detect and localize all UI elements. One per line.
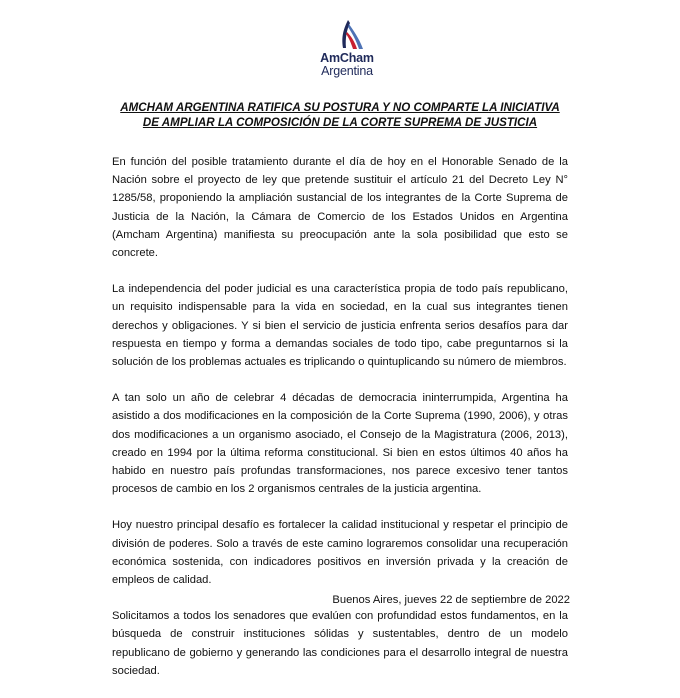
amcham-logo xyxy=(312,18,382,78)
document-title xyxy=(110,100,570,130)
amcham-eagle-logo-icon xyxy=(325,18,369,52)
paragraph: Solicitamos a todos los senadores que evalúen con profundidad estos fundamentos, en la búsqueda de construir instituciones sólidas y sustentables, dentro de un modelo republicano de gobierno y generando las condiciones para el desarrollo integral de nuestra sociedad. xyxy=(112,610,568,677)
paragraph: Hoy nuestro principal desafío es fortalecer la calidad institucional y respetar el principio de división de poderes. Solo a través de este camino lograremos consolidar una recuperación económica sostenida, con indicadores positivos en inversión privada y la creación de empleos de calidad. xyxy=(112,519,568,587)
title-line-1: AMCHAM ARGENTINA RATIFICA SU POSTURA Y NO COMPARTE LA INICIATIVA xyxy=(120,101,560,114)
logo-line-2: Argentina xyxy=(321,64,373,78)
paragraph: A tan solo un año de celebrar 4 décadas de democracia ininterrumpida, Argentina ha asistido a dos modificaciones en la composición de la Corte Suprema (1990, 2006), y otras dos modificaciones a un organismo asociado, el Consejo de la Magistratura (2006, 2013), creado en 1994 por la última reforma constitucional. Si bien en estos últimos 40 años ha habido en nuestro país profundas transformaciones, nos parece excesivo tener tantos procesos de cambio en los 2 organismos centrales de la justicia argentina. xyxy=(112,392,568,496)
paragraph: La independencia del poder judicial es una característica propia de todo país republicano, un requisito indispensable para la vida en sociedad, en la cual sus integrantes tienen derechos y obligaciones. Y si bien el servicio de justicia enfrenta serios desafíos para dar respuesta en tiempo y forma a demandas sociales de todo tipo, cabe preguntarnos si la solución de los problemas actuales es triplicando o quintuplicando su número de miembros. xyxy=(112,283,568,369)
title-line-2: DE AMPLIAR LA COMPOSICIÓN DE LA CORTE SUPREMA DE JUSTICIA xyxy=(142,116,538,129)
logo-line-1: AmCham xyxy=(320,51,374,65)
paragraph: En función del posible tratamiento durante el día de hoy en el Honorable Senado de la Nación sobre el proyecto de ley que pretende sustituir el artículo 21 del Decreto Ley N° 1285/58, proponiendo la ampliación sustancial de los integrantes de la Corte Suprema de Justicia de la Nación, la Cámara de Comercio de los Estados Unidos en Argentina (Amcham Argentina) manifiesta su preocupación ante la sola posibilidad que esto se concrete. xyxy=(112,156,568,260)
document-body xyxy=(112,153,568,698)
date-signature: Buenos Aires, jueves 22 de septiembre de 2022 xyxy=(332,594,570,606)
